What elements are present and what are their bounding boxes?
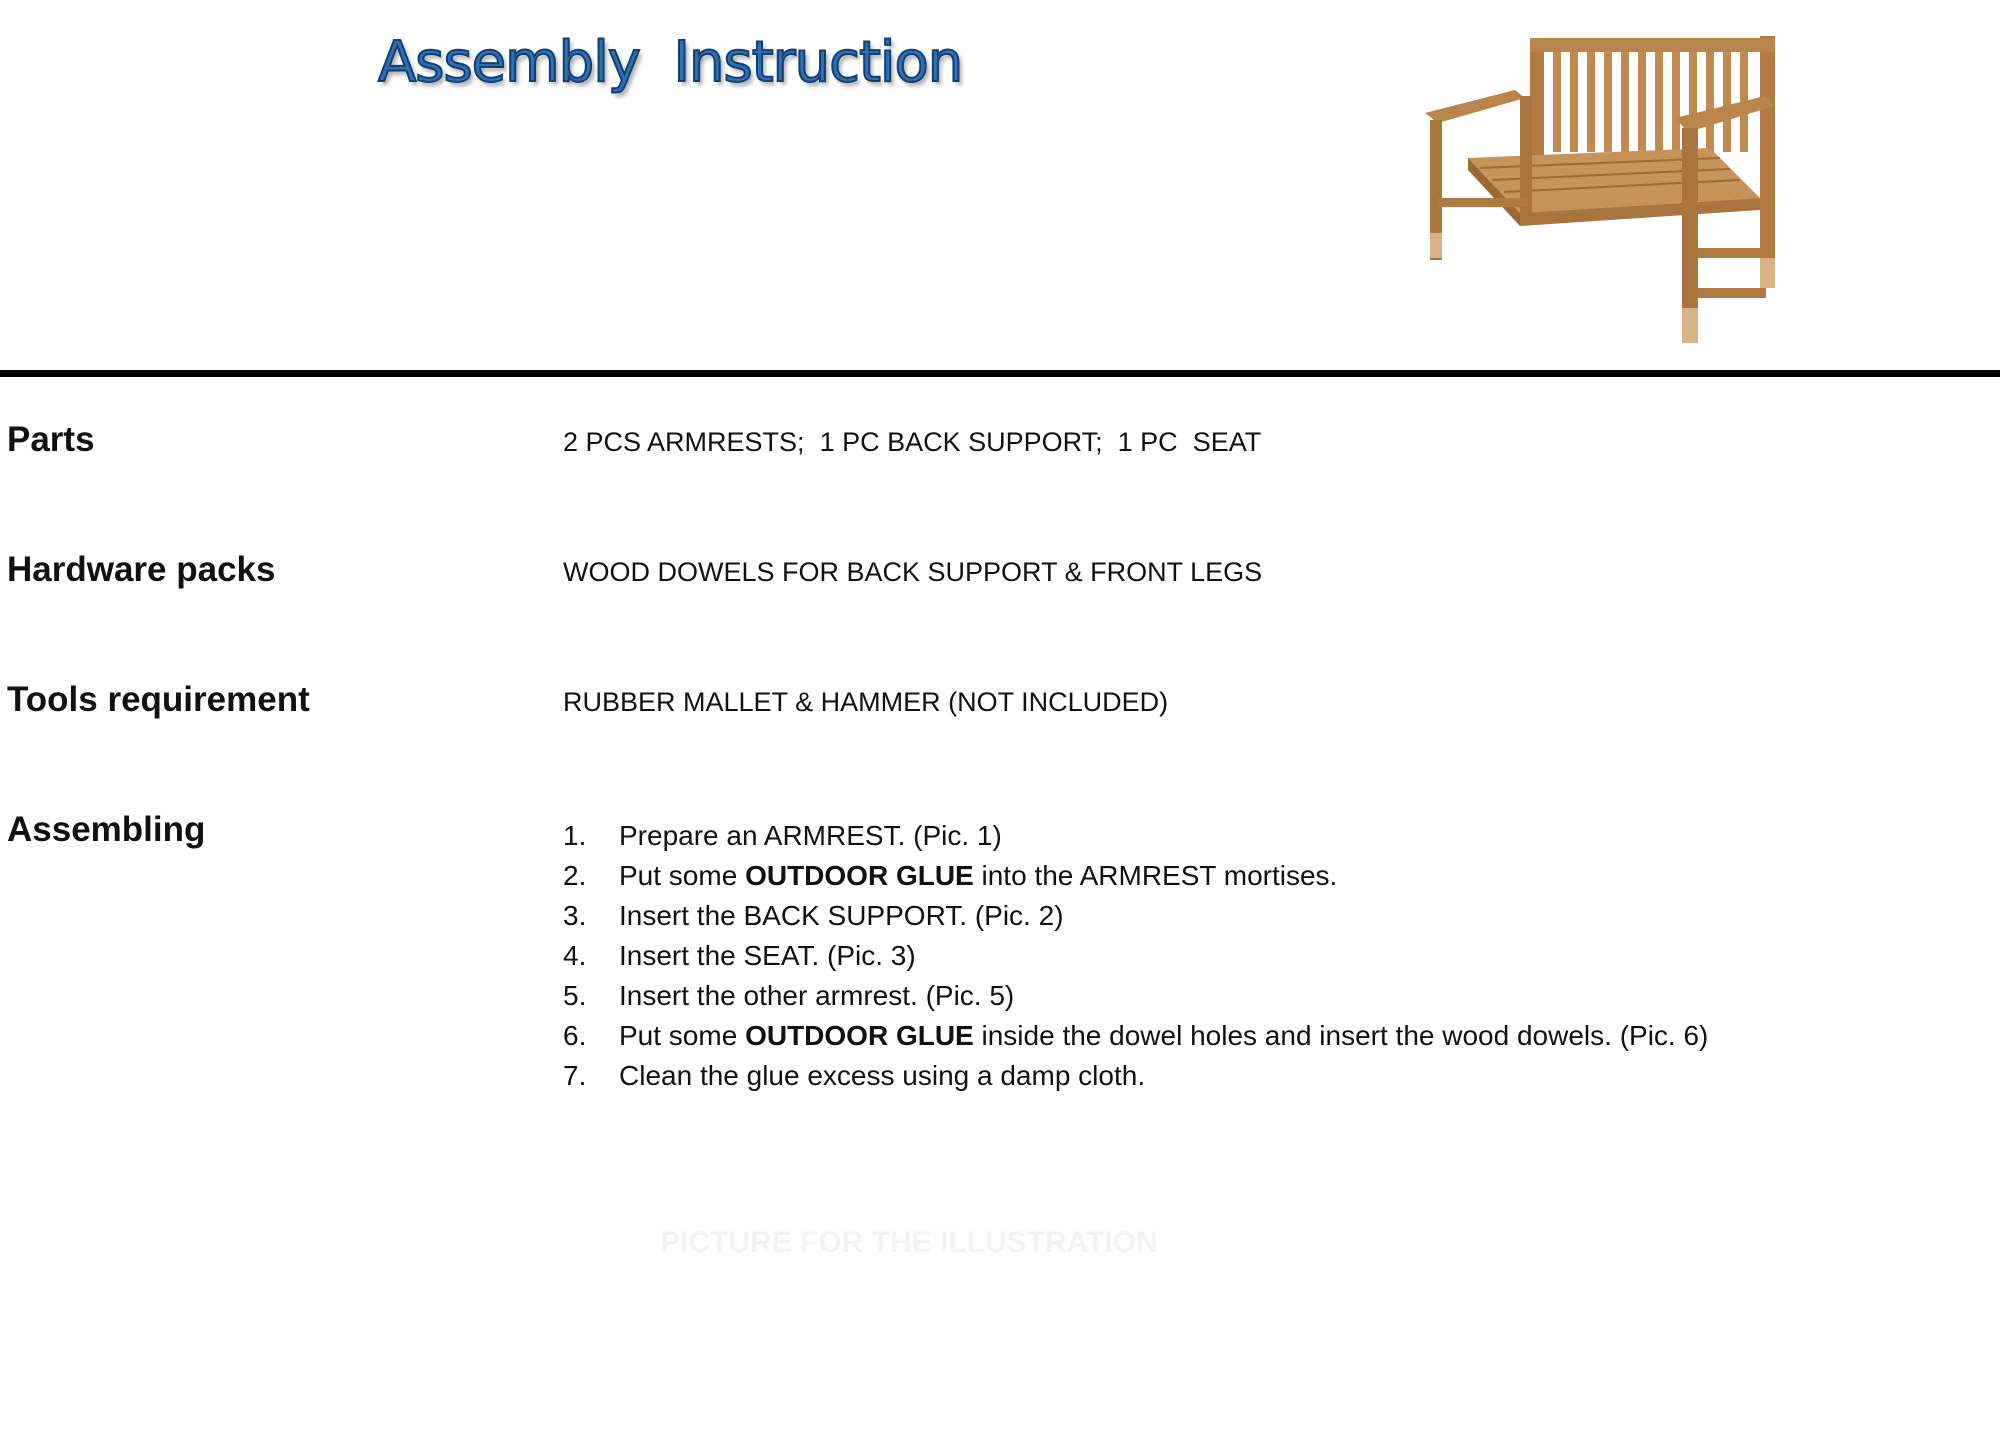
illustration-caption: PICTURE FOR THE ILLUSTRATION	[660, 1226, 1158, 1259]
assembling-label: Assembling	[7, 810, 206, 849]
step-text: Insert the other armrest. (Pic. 5)	[619, 980, 1015, 1011]
section-divider	[0, 370, 2000, 377]
outdoor-glue-emphasis: OUTDOOR GLUE	[745, 1020, 974, 1051]
step-text: Insert the SEAT. (Pic. 3)	[619, 940, 916, 971]
step-number: 5.	[563, 980, 587, 1011]
step-text-pre: Put some	[619, 860, 746, 891]
step-text: Prepare an ARMREST. (Pic. 1)	[619, 820, 1002, 851]
step-text	[619, 856, 1337, 896]
step-text-post: inside the dowel holes and insert the wood dowels. (Pic. 6)	[973, 1020, 1709, 1051]
step-number: 2.	[563, 860, 587, 891]
step-number: 6.	[563, 1020, 587, 1051]
bench-drawing	[1425, 36, 1775, 343]
step-text: Insert the BACK SUPPORT. (Pic. 2)	[619, 900, 1064, 931]
step-number: 3.	[563, 900, 587, 931]
parts-label: Parts	[7, 420, 95, 459]
parts-value: 2 PCS ARMRESTS; 1 PC BACK SUPPORT; 1 PC SEAT	[563, 427, 1262, 457]
hardware-label: Hardware packs	[7, 550, 276, 589]
step-number: 4.	[563, 940, 587, 971]
tools-label: Tools requirement	[7, 680, 310, 719]
step-text: Clean the glue excess using a damp cloth.	[619, 1060, 1146, 1091]
step-number: 1.	[563, 820, 587, 851]
document-title: Assembly Instruction	[378, 30, 963, 95]
step-number: 7.	[563, 1060, 587, 1091]
bench-image	[1420, 28, 1790, 348]
outdoor-glue-emphasis: OUTDOOR GLUE	[745, 860, 974, 891]
step-text-pre: Put some	[619, 1020, 746, 1051]
hardware-value: WOOD DOWELS FOR BACK SUPPORT & FRONT LEGS	[563, 557, 1263, 587]
step-text	[619, 1016, 1708, 1056]
step-text-post: into the ARMREST mortises.	[973, 860, 1338, 891]
tools-value: RUBBER MALLET & HAMMER (NOT INCLUDED)	[563, 687, 1169, 717]
